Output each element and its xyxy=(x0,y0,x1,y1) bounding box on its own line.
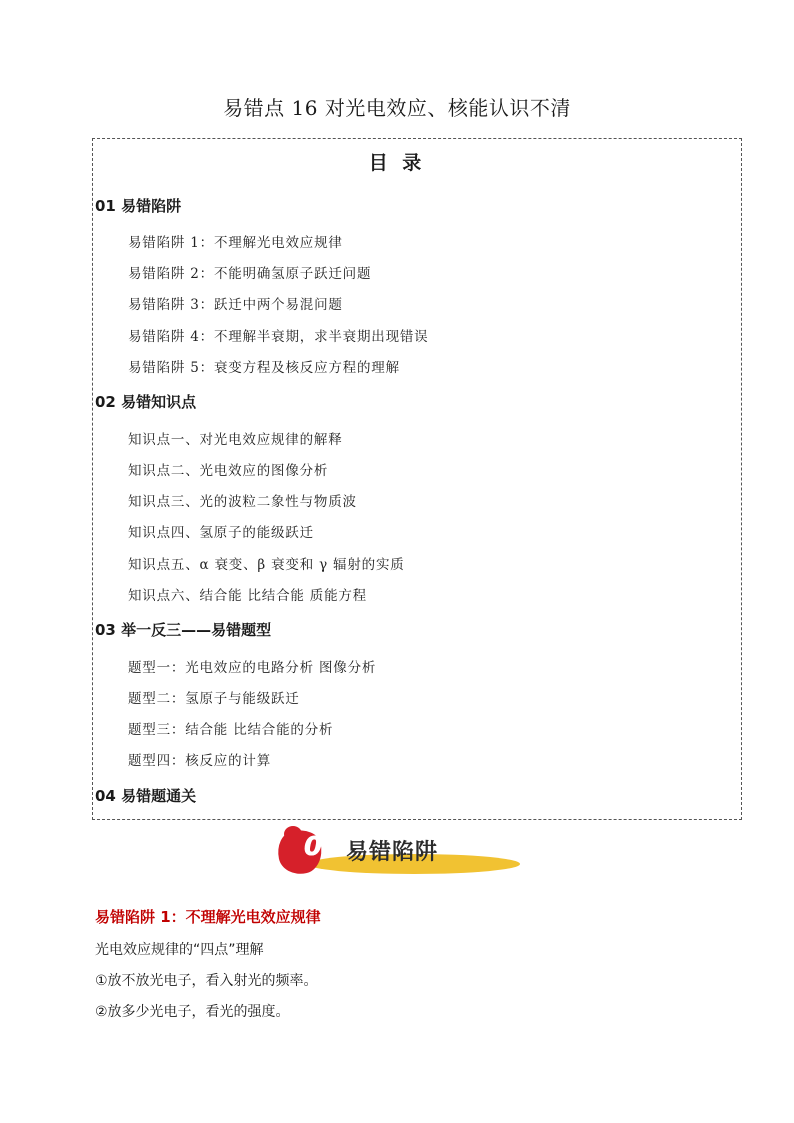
toc-item-knowledge-3[interactable]: 知识点三、光的波粒二象性与物质波 xyxy=(128,494,357,510)
toc-section-question-types[interactable]: 03 举一反三——易错题型 xyxy=(95,621,272,639)
banner-title: 易错陷阱 xyxy=(346,840,439,865)
intro-line: 光电效应规律的“四点”理解 xyxy=(95,942,264,958)
toc-section-clearance[interactable]: 04 易错题通关 xyxy=(95,787,197,805)
toc-item-knowledge-1[interactable]: 知识点一、对光电效应规律的解释 xyxy=(128,432,343,448)
banner-number: 01 xyxy=(304,832,341,862)
point-2: ②放多少光电子，看光的强度。 xyxy=(95,1004,290,1020)
toc-item-type-2[interactable]: 题型二：氢原子与能级跃迁 xyxy=(128,691,300,707)
toc-item-trap-5[interactable]: 易错陷阱 5：衰变方程及核反应方程的理解 xyxy=(128,360,400,376)
toc-item-type-3[interactable]: 题型三：结合能 比结合能的分析 xyxy=(128,722,334,738)
banner-blob-small-decoration xyxy=(284,826,302,842)
toc-item-type-1[interactable]: 题型一：光电效应的电路分析 图像分析 xyxy=(128,660,377,676)
toc-item-knowledge-2[interactable]: 知识点二、光电效应的图像分析 xyxy=(128,463,329,479)
toc-item-trap-3[interactable]: 易错陷阱 3：跃迁中两个易混问题 xyxy=(128,297,343,313)
trap-heading: 易错陷阱 1：不理解光电效应规律 xyxy=(95,908,321,926)
toc-item-trap-1[interactable]: 易错陷阱 1：不理解光电效应规律 xyxy=(128,235,343,251)
toc-item-knowledge-6[interactable]: 知识点六、结合能 比结合能 质能方程 xyxy=(128,588,367,604)
toc-section-traps[interactable]: 01 易错陷阱 xyxy=(95,197,182,215)
toc-section-knowledge[interactable]: 02 易错知识点 xyxy=(95,393,197,411)
toc-item-knowledge-5[interactable]: 知识点五、α 衰变、β 衰变和 γ 辐射的实质 xyxy=(128,557,405,573)
section-banner xyxy=(274,828,524,876)
document-title: 易错点 16 对光电效应、核能认识不清 xyxy=(223,96,571,120)
toc-item-type-4[interactable]: 题型四：核反应的计算 xyxy=(128,753,271,769)
toc-item-knowledge-4[interactable]: 知识点四、氢原子的能级跃迁 xyxy=(128,525,314,541)
toc-heading: 目 录 xyxy=(368,152,426,174)
toc-item-trap-4[interactable]: 易错陷阱 4：不理解半衰期，求半衰期出现错误 xyxy=(128,329,429,345)
point-1: ①放不放光电子，看入射光的频率。 xyxy=(95,973,318,989)
toc-item-trap-2[interactable]: 易错陷阱 2：不能明确氢原子跃迁问题 xyxy=(128,266,372,282)
